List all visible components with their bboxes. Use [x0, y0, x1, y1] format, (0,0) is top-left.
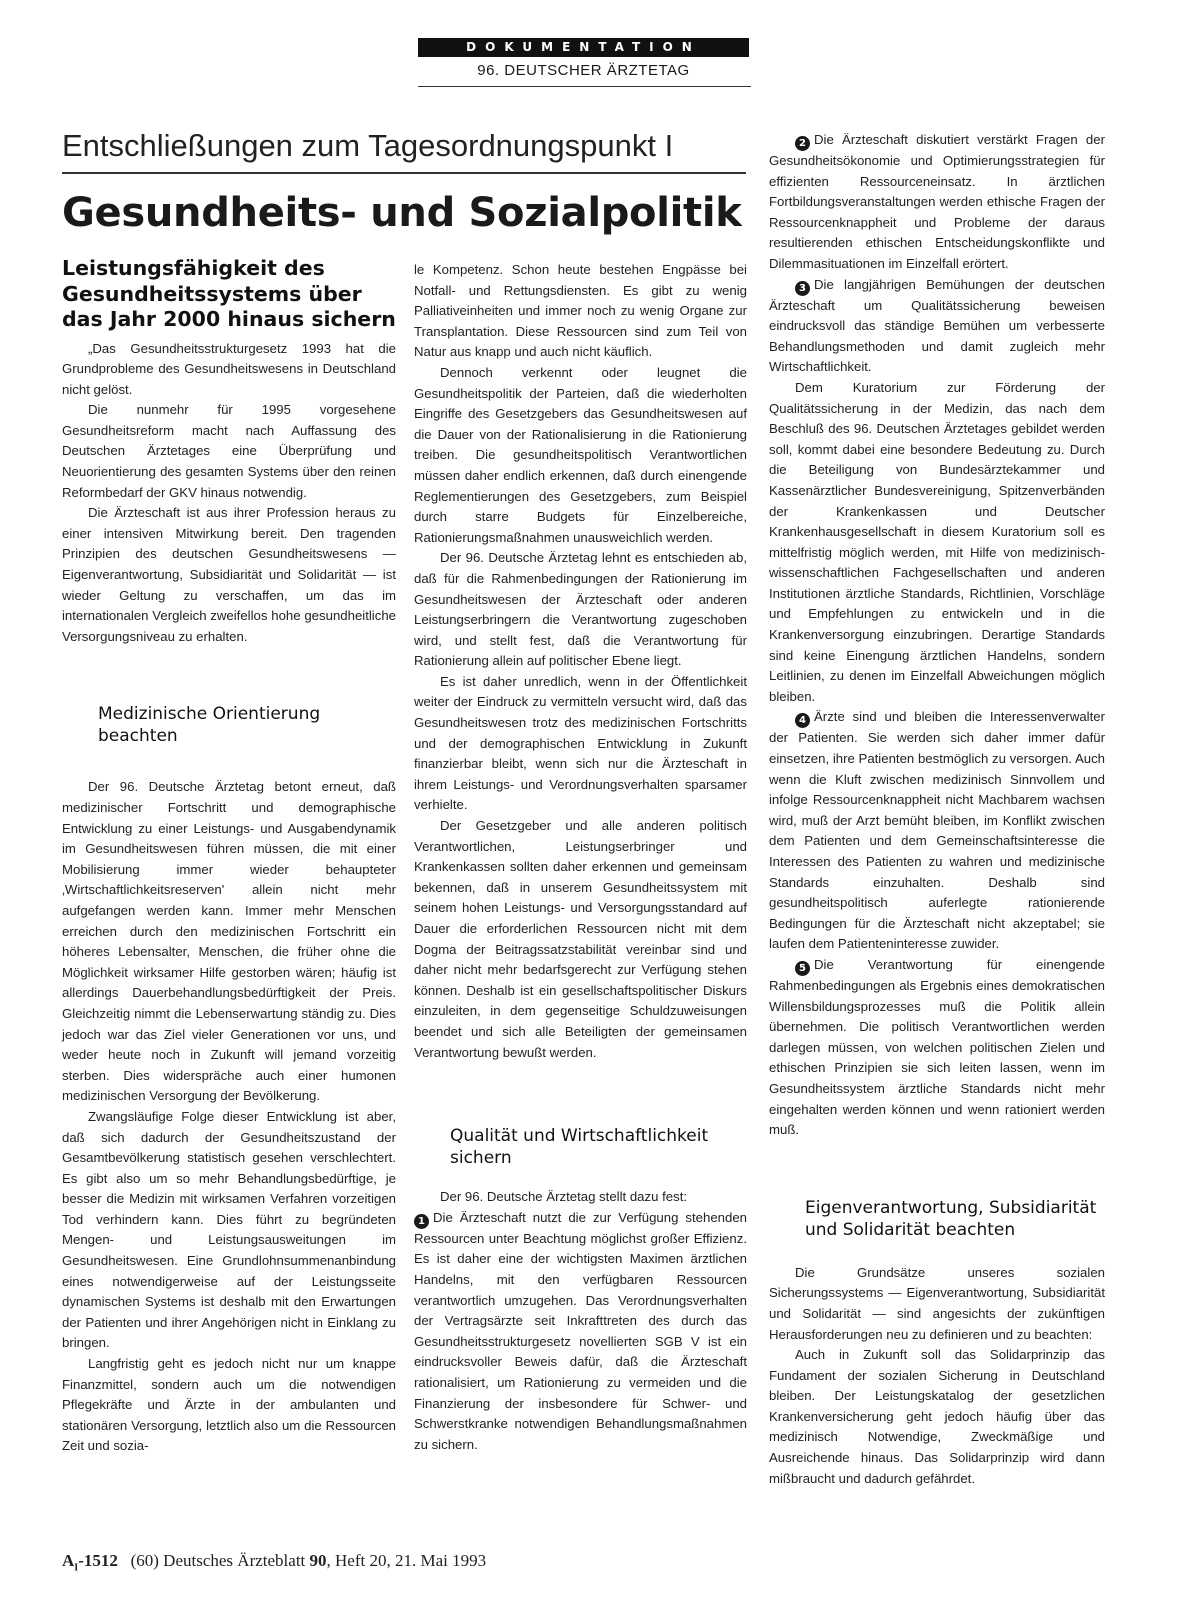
numbered-paragraph: 3 Die langjährigen Bemühungen der deutschen Ärzteschaft um Qualitätssicherung beweisen eindrucksvoll das ständige Bemühen um verbesserte Behandlungsmethoden und damit zugleich mehr Wirtschaftlichkeit.: [769, 276, 1105, 375]
journal-issue: , Heft 20, 21. Mai 1993: [326, 1551, 487, 1570]
kicker-title: Entschließungen zum Tagesordnungspunkt I: [62, 128, 674, 163]
paragraph: Dennoch verkennt oder leugnet die Gesundheitspolitik der Parteien, daß die wiederholten Eingriffe des Gesetzgebers das Gesundheitswesen auf die Dauer von der Rationalisierung in die Rationierung treiben. Die gesundheitspolitisch Verantwortlichen müssen daher endlich erkennen, daß durch einengende Reglementierungen des Gesetzgebers, zum Beispiel durch starre Budgets für Einzelbereiche, Rationierungsmaßnahmen unausweichlich werden.: [414, 364, 747, 545]
section-banner: DOKUMENTATION: [418, 38, 749, 57]
number-badge: 4: [795, 713, 810, 728]
page-number: $A_I-1512$: [62, 1551, 118, 1574]
section-heading-qualitaet: Qualität und Wirtschaftlichkeit sichern: [450, 1126, 709, 1169]
section-heading-medizinische-orientierung: Medizinische Orientierung beachten: [98, 704, 321, 747]
numbered-paragraph: 1 Die Ärzteschaft nutzt die zur Verfügung stehenden Ressourcen unter Beachtung möglichst großer Effizienz. Es ist daher eine der wichtigsten Maximen ärztlichen Handelns, mit den verfügbaren Ressourcen verantwortlich umzugehen. Das Verordnungsverhalten der Vertragsärzte seit Inkrafttreten des durch das Gesundheitsstrukturgesetz novellierten SGB V ist ein eindrucksvoller Beweis dafür, daß die Ärzteschaft rationalisiert, um Rationierung zu vermeiden und die Finanzierung der insbesondere für Schwer- und Schwerstkranke notwendigen Behandlungsmaßnahmen zu sichern.: [414, 1209, 747, 1452]
paragraph: Zwangsläufige Folge dieser Entwicklung ist aber, daß sich dadurch der Gesundheitszustand der Gesamtbevölkerung statistisch gesehen verschlechtert. Es gibt also um so mehr Behandlungsbedürftige, je besser die Medizin mit wirksamen Verfahren vorzeitigen Tod verhindern kann. Dies führt zu begründeten Mengen- und Leistungsausweitungen im Gesundheitswesen. Eine Grundlohnsummenanbindung eines notwendigerweise auf der Leistungsseite dynamischen Systems ist deshalb mit den Erwartungen der Patienten und ihrer Angehörigen nicht in Einklang zu bringen.: [62, 1108, 396, 1351]
section-heading-eigenverantwortung: Eigenverantwortung, Subsidiarität und Solidarität beachten: [805, 1197, 1097, 1240]
paragraph: Der Gesetzgeber und alle anderen politisch Verantwortlichen, Leistungserbringer und Krankenkassen sollten daher erkennen und gemeinsam bekennen, daß in unserem Gesundheitssystem mit seinem hohen Leistungs- und Versorgungsstandard auf Dauer die erforderlichen Ressourcen nicht mit dem Dogma der Beitragssatzstabilität vereinbar sind und daher nicht mehr bedarfsgerecht zur Verfügung stehen können. Deshalb ist ein gesellschaftspolitischer Diskurs einzuleiten, in dem gegenseitige Schuldzuweisungen beendet und sich alle Beteiligten der gemeinsamen Verantwortung bewußt werden.: [414, 818, 747, 1060]
page-footer: [62, 1551, 762, 1573]
paragraph: Es ist daher unredlich, wenn in der Öffentlichkeit weiter der Eindruck zu vermitteln versucht wird, daß das Gesundheitswesen trotz des medizinischen Fortschritts und der demographischen Entwicklung in Zukunft finanzierbar bleibt, wenn sich nur die Ärzteschaft in ihrem Leistungs- und Verordnungsverhalten sparsamer verhielte.: [414, 673, 747, 813]
number-badge: 1: [414, 1214, 429, 1229]
page-title: Gesundheits- und Sozialpolitik: [62, 190, 742, 236]
header-rule: [418, 86, 751, 87]
journal-citation: (60) Deutsches Ärzteblatt: [130, 1551, 306, 1570]
numbered-paragraph: 4 Ärzte sind und bleiben die Interessenverwalter der Patienten. Sie werden sich daher immer dafür einsetzen, ihre Patienten bestmöglich zu versorgen. Auch wenn die Kluft zwischen medizinisch Sinnvollem und infolge Ressourcenknappheit nicht Machbarem wachsen wird, muß der Arzt bemüht bleiben, im Konflikt zwischen dem Patienten und dem Gemeinschaftsinteresse die Interessen des Patienten zu wahren und medizinische Standards einzuhalten. Deshalb sind gesundheitspolitisch auferlegte rationierende Bedingungen für die Ärzteschaft nicht akzeptabel; sie laufen dem Patienteninteresse zuwider.: [769, 709, 1105, 952]
number-badge: 2: [795, 136, 810, 151]
numbered-paragraph: 2 Die Ärzteschaft diskutiert verstärkt Fragen der Gesundheitsökonomie und Optimierungsstrategien für effizienten Ressourceneinsatz. In ärztlichen Fortbildungsveranstaltungen werden ethische Fragen der Ressourcenknappheit und Probleme der daraus resultierenden ethischen Entscheidungskonflikte und Dilemmasituationen im Einzelfall erörtert.: [769, 132, 1105, 271]
paragraph: „Das Gesundheitsstrukturgesetz 1993 hat die Grundprobleme des Gesundheitswesens in Deutschland nicht gelöst.: [62, 340, 396, 397]
paragraph: Dem Kuratorium zur Förderung der Qualitätssicherung in der Medizin, das nach dem Beschluß des 96. Deutschen Ärztetages gebildet werden soll, kommt dabei eine besondere Bedeutung zu. Durch die Beteiligung von Bundesärztekammer und Kassenärztlicher Bundesvereinigung, Spitzenverbänden der Krankenkassen und Deutscher Krankenhausgesellschaft in diesem Kuratorium soll es mittelfristig möglich werden, mit Hilfe von medizinisch-wissenschaftlichen Fachgesellschaften und anderen Institutionen ärztliche Standards, Richtlinien, Vorschläge und Empfehlungen zu entwickeln und in die Krankenversorgung einzubringen. Derartige Standards sind keine Einengung ärztlichen Handelns, sondern Leitlinien, zu denen im Einzelfall Abweichungen möglich bleiben.: [769, 379, 1105, 704]
kicker-rule: [62, 172, 746, 174]
section-subhead: 96. DEUTSCHER ÄRZTETAG: [477, 62, 690, 79]
paragraph: Der 96. Deutsche Ärztetag lehnt es entschieden ab, daß für die Rahmenbedingungen der Rationierung im Gesundheitswesen der Ärzteschaft oder anderen Leistungserbringern die Verantwortung zugeschoben wird, und stellt fest, daß die Verantwortung für Rationierung allein auf politischer Ebene liegt.: [414, 550, 747, 669]
paragraph: Die Ärzteschaft ist aus ihrer Profession heraus zu einer intensiven Mitwirkung bereit. Den tragenden Prinzipien des deutschen Gesundheitswesens — Eigenverantwortung, Subsidiarität und Solidarität — ist wieder Geltung zu verschaffen, um das im internationalen Vergleich zweifellos hohe gesundheitliche Versorgungsniveau zu erhalten.: [62, 505, 396, 644]
column-2: [414, 260, 747, 1455]
paragraph: le Kompetenz. Schon heute bestehen Engpässe bei Notfall- und Rettungsdiensten. Es gibt zu wenig Palliativeinheiten und immer noch zu wenig Organe zur Transplantation. Diese Ressourcen sind zum Teil von Natur aus knapp und auch nicht käuflich.: [414, 262, 747, 360]
column-1: [62, 256, 396, 1457]
paragraph: Die Grundsätze unseres sozialen Sicherungssystems — Eigenverantwortung, Subsidiarität und Solidarität — sind angesichts der zukünftigen Herausforderungen neu zu definieren und zu beachten:: [769, 1264, 1105, 1342]
subheading-leistungsfaehigkeit: Leistungsfähigkeit des Gesundheitssystems über das Jahr 2000 hinaus sichern: [62, 256, 396, 331]
paragraph: Die nunmehr für 1995 vorgesehene Gesundheitsreform macht nach Auffassung des Deutschen Ärztetages eine Überprüfung und Neuorientierung des gesamten Systems über den reinen Reformbedarf der GKV hinaus notwendig.: [62, 402, 396, 500]
number-badge: 3: [795, 281, 810, 296]
numbered-paragraph: 5 Die Verantwortung für einengende Rahmenbedingungen als Ergebnis eines demokratischen Willensbildungsprozesses muß die Politik allein übernehmen. Die politisch Verantwortlichen werden darlegen müssen, von welchen politischen Zielen und ethischen Prinzipien sie sich leiten lassen, wenn im Gesundheitssystem ärztliche Standards nicht mehr eingehalten werden können und wenn rationiert werden muß.: [769, 956, 1105, 1138]
journal-volume: 90: [309, 1551, 327, 1570]
column-3: [769, 130, 1105, 1489]
paragraph: Der 96. Deutsche Ärztetag betont erneut, daß medizinischer Fortschritt und demographische Entwicklung zu einer Leistungs- und Ausgabendynamik im Gesundheitswesen führen müssen, die mit einer Mobilisierung immer wieder behaupteter ‚Wirtschaftlichkeitsreserven' allein nicht mehr aufgefangen werden kann. Immer mehr Menschen erreichen durch den medizinischen Fortschritt ein höheres Lebensalter, Menschen, die früher ohne die Möglichkeit wirksamer Hilfe gestorben wären; häufig ist allerdings Dauerbehandlungsbedürftigkeit der Preis. Gleichzeitig nimmt die Lebenserwartung ständig zu. Dies jedoch war das Ziel vieler Generationen vor uns, und weder heute noch in Zukunft will jemand vorzeitig sterben. Dies widerspräche auch einer humonen medizinischen Versorgung der Bevölkerung.: [62, 779, 396, 1104]
number-badge: 5: [795, 961, 810, 976]
paragraph: Der 96. Deutsche Ärztetag stellt dazu fest:: [440, 1189, 688, 1205]
paragraph: Auch in Zukunft soll das Solidarprinzip das Fundament der sozialen Sicherung in Deutschland bleiben. Der Leistungskatalog der gesetzlichen Krankenversicherung geht jedoch häufig über das medizinisch Notwendige, Zweckmäßige und Ausreichende hinaus. Das Solidarprinzip wird dann mißbraucht und dadurch gefährdet.: [769, 1347, 1105, 1486]
paragraph: Langfristig geht es jedoch nicht nur um knappe Finanzmittel, sondern auch um die notwendigen Pflegekräfte und Ärzte in der ambulanten und stationären Versorgung, letztlich also um die Ressourcen Zeit und sozia-: [62, 1356, 396, 1454]
